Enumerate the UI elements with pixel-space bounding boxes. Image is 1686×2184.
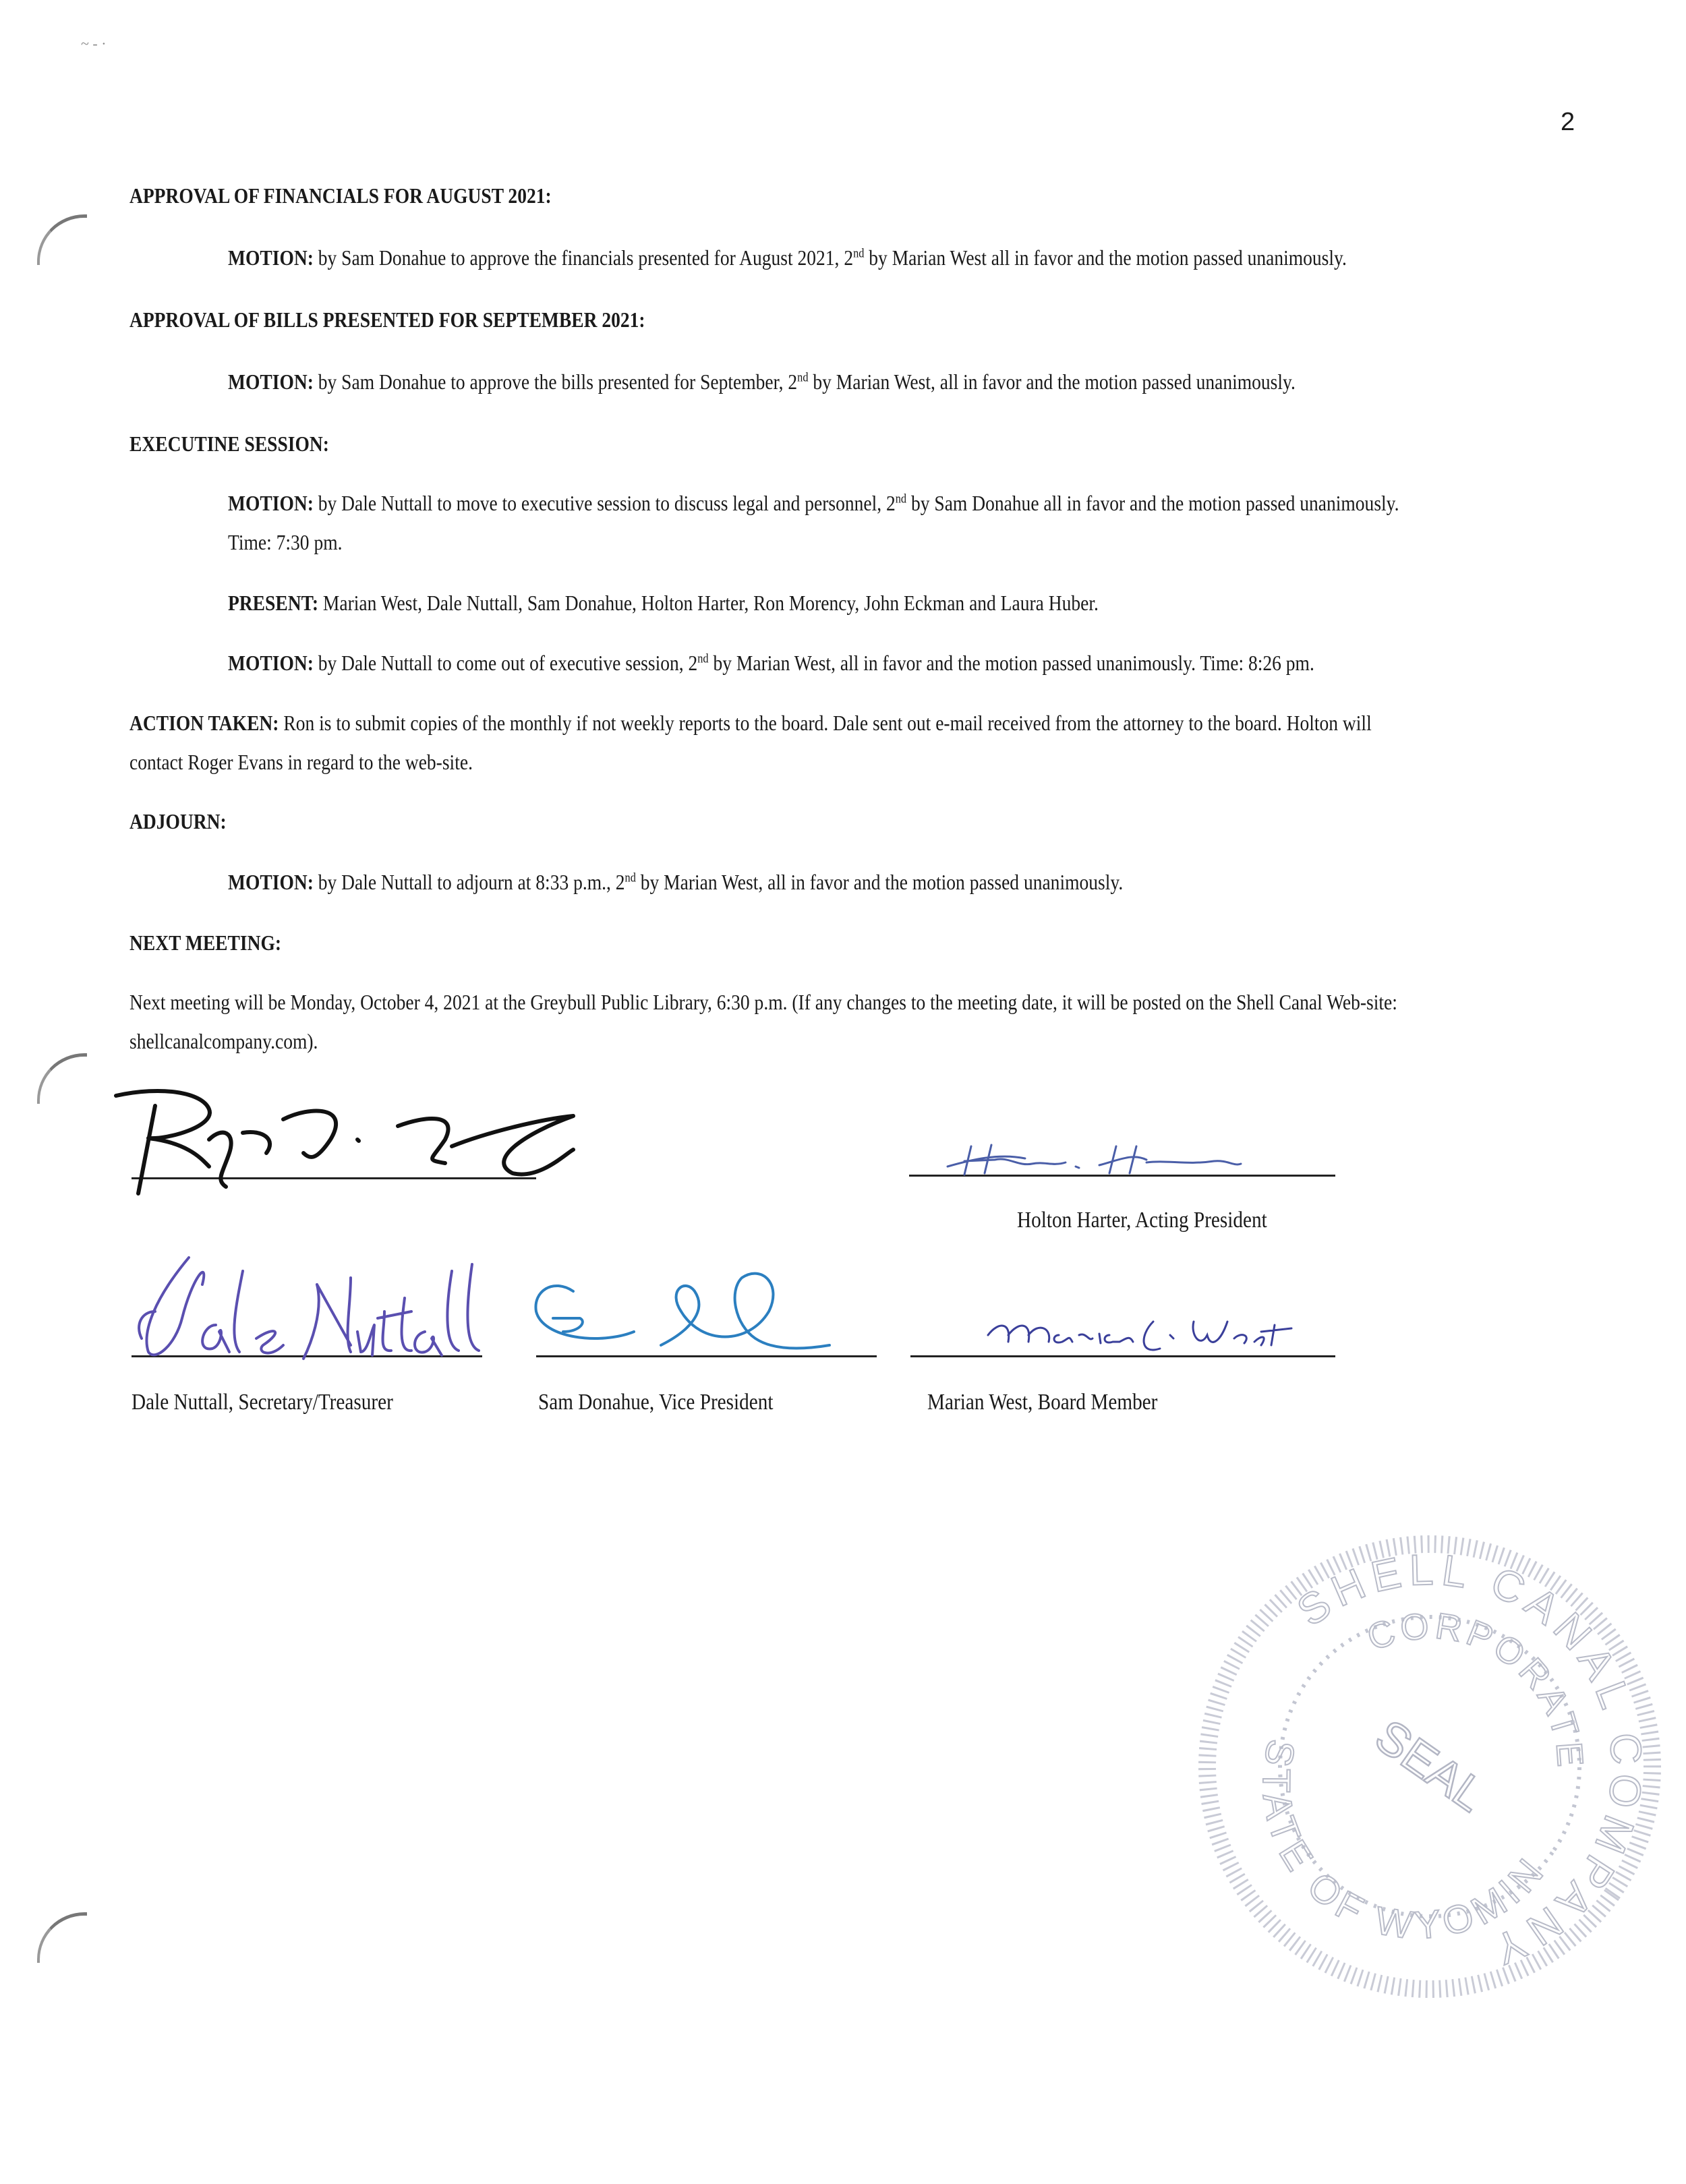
next-meeting-line-2: shellcanalcompany.com). — [129, 1029, 318, 1053]
motion-executive-out: MOTION: by Dale Nuttall to come out of executive session, 2nd by Marian West, all in favor and the motion passed unanimously. Time: 8:26 pm. — [228, 651, 1314, 675]
action-taken-line-1: ACTION TAKEN: Ron is to submit copies of the monthly if not weekly reports to the board. Dale sent out e-mail received from the attorney to the board. Holton will — [129, 711, 1372, 735]
ink-stroke — [988, 1322, 1291, 1350]
scan-mark: ~ - · — [81, 35, 107, 52]
motion-financials: MOTION: by Sam Donahue to approve the financials presented for August 2021, 2nd by Marian West all in favor and the motion passed unanimously. — [228, 245, 1347, 270]
ink-stroke — [535, 1274, 830, 1349]
next-meeting-line-1: Next meeting will be Monday, October 4, 2021 at the Greybull Public Library, 6:30 p.m. (If any changes to the meeting date, it will be posted on the Shell Canal Web-site: — [129, 990, 1397, 1014]
punch-hole-2 — [37, 1053, 87, 1104]
motion-label: MOTION: — [228, 651, 314, 675]
caption-west: Marian West, Board Member — [927, 1390, 1158, 1415]
caption-harter: Holton Harter, Acting President — [1017, 1208, 1267, 1233]
signature-harter — [944, 1133, 1241, 1187]
signature-evans — [108, 1079, 593, 1214]
seal-bottom-text: STATE OF WYOMING — [1254, 1736, 1555, 1949]
heading-next-meeting: NEXT MEETING: — [129, 931, 282, 955]
motion-executive-in: MOTION: by Dale Nuttall to move to executive session to discuss legal and personnel, 2nd by Sam Donahue all in favor and the motion passed unanimously. — [228, 491, 1399, 515]
motion-label: MOTION: — [228, 245, 314, 270]
punch-hole-3 — [37, 1912, 87, 1963]
heading-financials: APPROVAL OF FINANCIALS FOR AUGUST 2021: — [129, 183, 552, 208]
motion-label: MOTION: — [228, 870, 314, 894]
motion-executive-time: Time: 7:30 pm. — [228, 530, 343, 554]
present-label: PRESENT: — [228, 591, 319, 615]
motion-bills: MOTION: by Sam Donahue to approve the bills presented for September, 2nd by Marian West, all in favor and the motion passed unanimously. — [228, 370, 1296, 394]
heading-bills: APPROVAL OF BILLS PRESENTED FOR SEPTEMBER 2021: — [129, 307, 645, 332]
signature-west — [985, 1308, 1295, 1362]
motion-label: MOTION: — [228, 491, 314, 515]
motion-adjourn: MOTION: by Dale Nuttall to adjourn at 8:33 p.m., 2nd by Marian West, all in favor and the motion passed unanimously. — [228, 870, 1124, 894]
page-number: 2 — [1561, 108, 1575, 136]
ink-stroke — [116, 1091, 573, 1193]
seal-center-text: SEAL — [1366, 1709, 1495, 1822]
signature-nuttall — [128, 1244, 506, 1365]
action-taken-line-2: contact Roger Evans in regard to the web-site. — [129, 750, 473, 774]
ink-stroke — [948, 1145, 1241, 1175]
corporate-seal — [1194, 1531, 1666, 2003]
caption-donahue: Sam Donahue, Vice President — [538, 1390, 774, 1415]
caption-nuttall: Dale Nuttall, Secretary/Treasurer — [132, 1390, 393, 1415]
motion-label: MOTION: — [228, 370, 314, 394]
action-taken-label: ACTION TAKEN: — [129, 711, 279, 735]
seal-middle-text: CORPORATE — [1362, 1605, 1591, 1772]
punch-hole-1 — [37, 214, 87, 265]
ink-stroke — [139, 1258, 479, 1359]
heading-executive-session: EXECUTINE SESSION: — [129, 432, 329, 456]
seal-outer-text: SHELL CANAL COMPANY — [1288, 1545, 1652, 1977]
signature-donahue — [526, 1251, 836, 1359]
present-list: PRESENT: Marian West, Dale Nuttall, Sam Donahue, Holton Harter, Ron Morency, John Eckman and Laura Huber. — [228, 591, 1099, 615]
heading-adjourn: ADJOURN: — [129, 809, 227, 833]
